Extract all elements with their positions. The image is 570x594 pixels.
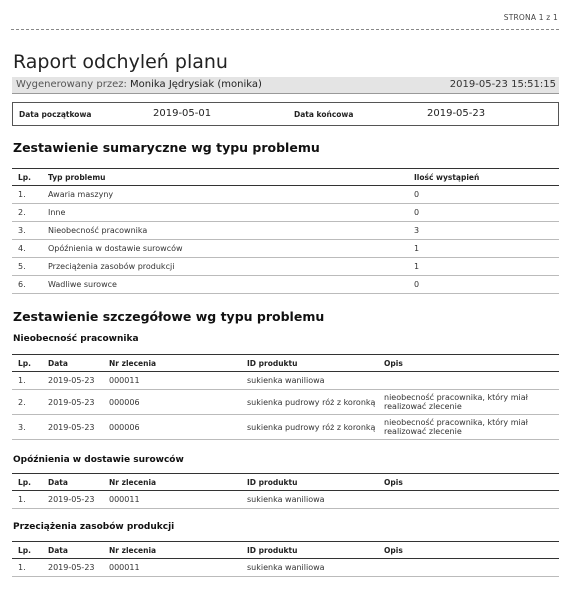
col-description: Opis [378,474,559,491]
cell-product: sukienka pudrowy róż z koronką [241,390,378,415]
col-date: Data [42,474,103,491]
col-order-no: Nr zlecenia [103,474,241,491]
table-row [12,204,559,222]
col-lp: Lp. [12,474,42,491]
col-product-id: ID produktu [241,542,378,559]
cell-lp: 1. [12,186,42,204]
generated-bar [12,77,559,94]
table-row [12,559,559,577]
cell-lp: 2. [12,390,42,415]
col-description: Opis [378,542,559,559]
report-title: Raport odchyleń planu [13,51,228,73]
table-row [12,276,559,294]
cell-product: sukienka waniliowa [241,491,378,509]
table-row [12,390,559,415]
table-row [12,372,559,390]
col-date: Data [42,542,103,559]
detail-header-row [12,355,559,372]
cell-order: 000006 [103,390,241,415]
cell-lp: 6. [12,276,42,294]
end-date-value: 2019-05-23 [427,108,486,119]
cell-date: 2019-05-23 [42,491,103,509]
generated-by-label: Wygenerowany przez: [16,79,127,90]
cell-product: sukienka waniliowa [241,372,378,390]
group-title-absence: Nieobecność pracownika [13,334,139,344]
detail-table-resource-overload [12,541,559,577]
table-row [12,258,559,276]
start-date-value: 2019-05-01 [153,108,212,119]
generated-by-user: Monika Jędrysiak (monika) [130,79,262,90]
page-label: STRONA 1 z 1 [503,13,558,22]
group-title-delivery-delay: Opóźnienia w dostawie surowców [13,455,184,465]
col-lp: Lp. [12,169,42,186]
table-row [12,186,559,204]
cell-problem: Wadliwe surowce [42,276,408,294]
cell-lp: 5. [12,258,42,276]
end-date-label: Data końcowa [294,110,354,119]
group-title-resource-overload: Przeciążenia zasobów produkcji [13,522,175,532]
cell-lp: 4. [12,240,42,258]
cell-count: 3 [408,222,559,240]
cell-problem: Opóźnienia w dostawie surowców [42,240,408,258]
cell-lp: 1. [12,372,42,390]
cell-description [378,372,559,390]
generated-by [16,79,262,90]
cell-problem: Inne [42,204,408,222]
col-date: Data [42,355,103,372]
cell-description: nieobecność pracownika, który miał realizować zlecenie [378,415,559,440]
cell-count: 1 [408,240,559,258]
col-lp: Lp. [12,355,42,372]
detail-table-absence [12,354,559,440]
cell-date: 2019-05-23 [42,415,103,440]
start-date-label: Data początkowa [19,110,92,119]
date-range-box [12,102,559,126]
cell-product: sukienka pudrowy róż z koronką [241,415,378,440]
cell-order: 000011 [103,559,241,577]
cell-order: 000011 [103,491,241,509]
col-problem-type: Typ problemu [42,169,408,186]
cell-date: 2019-05-23 [42,559,103,577]
cell-date: 2019-05-23 [42,372,103,390]
cell-lp: 2. [12,204,42,222]
col-order-no: Nr zlecenia [103,355,241,372]
col-order-no: Nr zlecenia [103,542,241,559]
detail-heading: Zestawienie szczegółowe wg typu problemu [13,309,325,324]
cell-description [378,491,559,509]
header-divider [11,29,559,30]
cell-problem: Nieobecność pracownika [42,222,408,240]
summary-table [12,168,559,294]
cell-count: 0 [408,276,559,294]
detail-header-row [12,542,559,559]
summary-heading: Zestawienie sumaryczne wg typu problemu [13,140,320,155]
cell-problem: Awaria maszyny [42,186,408,204]
col-description: Opis [378,355,559,372]
cell-product: sukienka waniliowa [241,559,378,577]
col-product-id: ID produktu [241,355,378,372]
table-row [12,415,559,440]
cell-lp: 3. [12,222,42,240]
cell-order: 000006 [103,415,241,440]
detail-table-delivery-delay [12,473,559,509]
cell-count: 0 [408,186,559,204]
table-row [12,491,559,509]
generated-at: 2019-05-23 15:51:15 [449,79,556,90]
col-product-id: ID produktu [241,474,378,491]
cell-problem: Przeciążenia zasobów produkcji [42,258,408,276]
cell-lp: 3. [12,415,42,440]
cell-date: 2019-05-23 [42,390,103,415]
col-lp: Lp. [12,542,42,559]
cell-lp: 1. [12,491,42,509]
cell-order: 000011 [103,372,241,390]
detail-header-row [12,474,559,491]
cell-description: nieobecność pracownika, który miał realizować zlecenie [378,390,559,415]
summary-header-row [12,169,559,186]
col-occurrences: Ilość wystąpień [408,169,559,186]
cell-count: 0 [408,204,559,222]
table-row [12,222,559,240]
cell-count: 1 [408,258,559,276]
cell-description [378,559,559,577]
cell-lp: 1. [12,559,42,577]
table-row [12,240,559,258]
